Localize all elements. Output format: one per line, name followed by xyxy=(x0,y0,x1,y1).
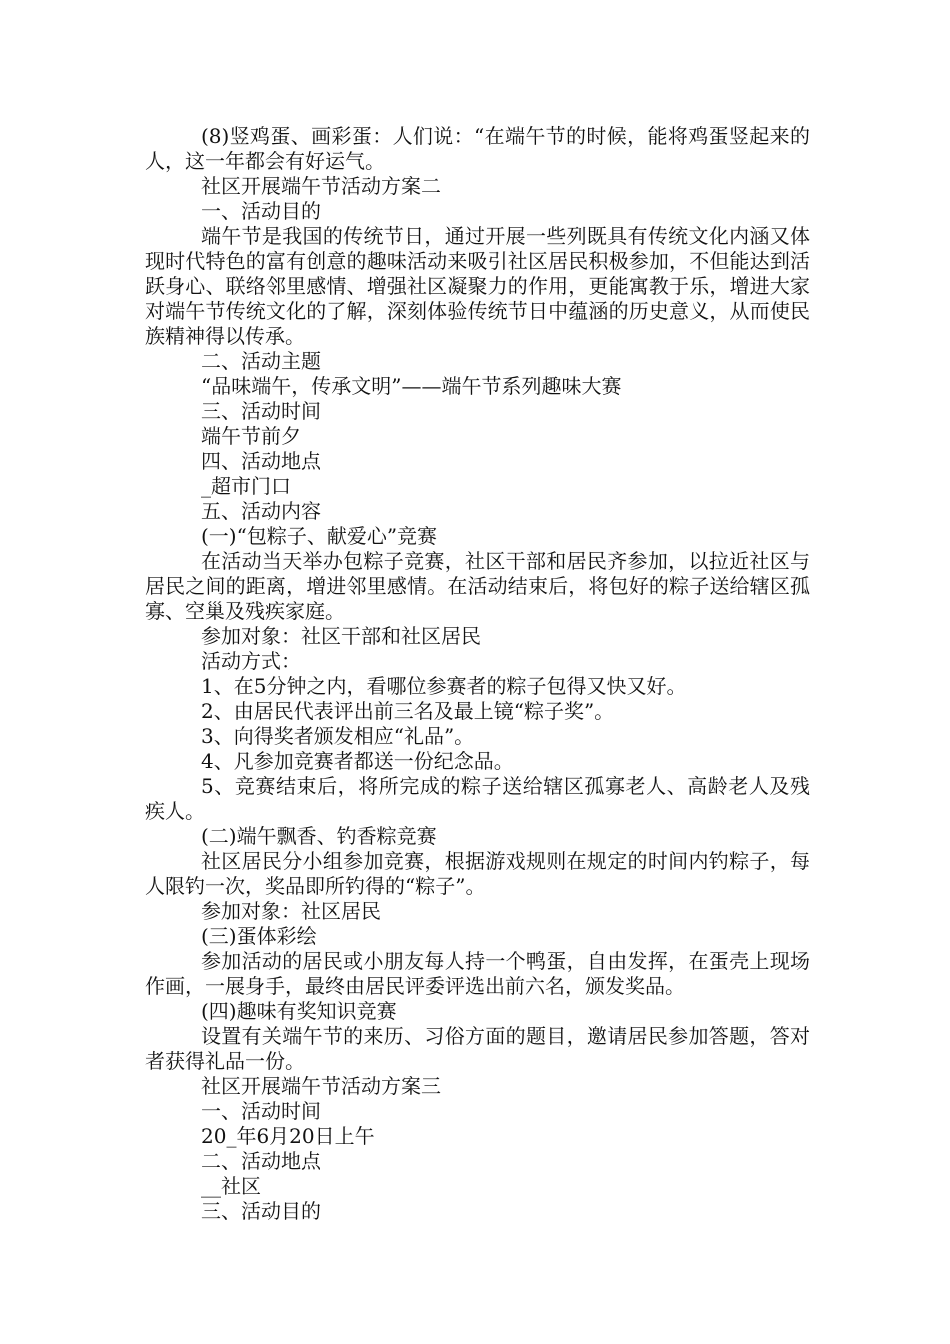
paragraph: 20_年6月20日上午 xyxy=(201,1124,375,1148)
paragraph: __社区 xyxy=(201,1174,261,1198)
list-item: 2、由居民代表评出前三名及最上镜“粽子奖”。 xyxy=(201,699,615,723)
subheading: 二、活动地点 xyxy=(201,1149,321,1173)
subheading: 一、活动时间 xyxy=(201,1099,321,1123)
paragraph: (8)竖鸡蛋、画彩蛋：人们说：“在端午节的时候，能将鸡蛋竖起来的人，这一年都会有好运气。 xyxy=(145,124,810,173)
paragraph: 社区居民分小组参加竞赛，根据游戏规则在规定的时间内钓粽子，每人限钓一次，奖品即所钓得的“粽子”。 xyxy=(145,849,810,898)
paragraph: 参加对象：社区居民 xyxy=(201,899,381,923)
list-item: 4、凡参加竞赛者都送一份纪念品。 xyxy=(201,749,514,773)
list-item: 5、竞赛结束后，将所完成的粽子送给辖区孤寡老人、高龄老人及残疾人。 xyxy=(145,774,810,823)
paragraph: 参加活动的居民或小朋友每人持一个鸭蛋，自由发挥，在蛋壳上现场作画，一展身手，最终由居民评委评选出前六名，颁发奖品。 xyxy=(145,949,810,998)
list-item: 3、向得奖者颁发相应“礼品”。 xyxy=(201,724,475,748)
subheading: 三、活动时间 xyxy=(201,399,321,423)
subheading: 四、活动地点 xyxy=(201,449,321,473)
subheading: (一)“包粽子、献爱心”竞赛 xyxy=(201,524,438,548)
paragraph: 在活动当天举办包粽子竞赛，社区干部和居民齐参加，以拉近社区与居民之间的距离，增进邻里感情。在活动结束后，将包好的粽子送给辖区孤寡、空巢及残疾家庭。 xyxy=(145,549,810,623)
subheading: 三、活动目的 xyxy=(201,1199,321,1223)
section-heading: 社区开展端午节活动方案三 xyxy=(201,1074,441,1098)
paragraph: “品味端午，传承文明”——端午节系列趣味大赛 xyxy=(201,374,622,398)
subheading: (二)端午飘香、钓香粽竞赛 xyxy=(201,824,437,848)
paragraph: _超市门口 xyxy=(201,474,291,498)
section-heading: 社区开展端午节活动方案二 xyxy=(201,174,441,198)
subheading: 五、活动内容 xyxy=(201,499,321,523)
subheading: (四)趣味有奖知识竞赛 xyxy=(201,999,397,1023)
paragraph: 参加对象：社区干部和社区居民 xyxy=(201,624,481,648)
paragraph: 端午节是我国的传统节日，通过开展一些列既具有传统文化内涵又体现时代特色的富有创意的趣味活动来吸引社区居民积极参加，不但能达到活跃身心、联络邻里感情、增强社区凝聚力的作用，更能寓教于乐，增进大家对端午节传统文化的了解，深刻体验传统节日中蕴涵的历史意义，从而使民族精神得以传承。 xyxy=(145,224,810,348)
document-body xyxy=(145,124,810,1224)
paragraph: 设置有关端午节的来历、习俗方面的题目，邀请居民参加答题，答对者获得礼品一份。 xyxy=(145,1024,810,1073)
subheading: 二、活动主题 xyxy=(201,349,321,373)
subheading: 一、活动目的 xyxy=(201,199,321,223)
subheading: (三)蛋体彩绘 xyxy=(201,924,317,948)
list-item: 1、在5分钟之内，看哪位参赛者的粽子包得又快又好。 xyxy=(201,674,687,698)
paragraph: 活动方式： xyxy=(201,649,301,673)
paragraph: 端午节前夕 xyxy=(201,424,301,448)
